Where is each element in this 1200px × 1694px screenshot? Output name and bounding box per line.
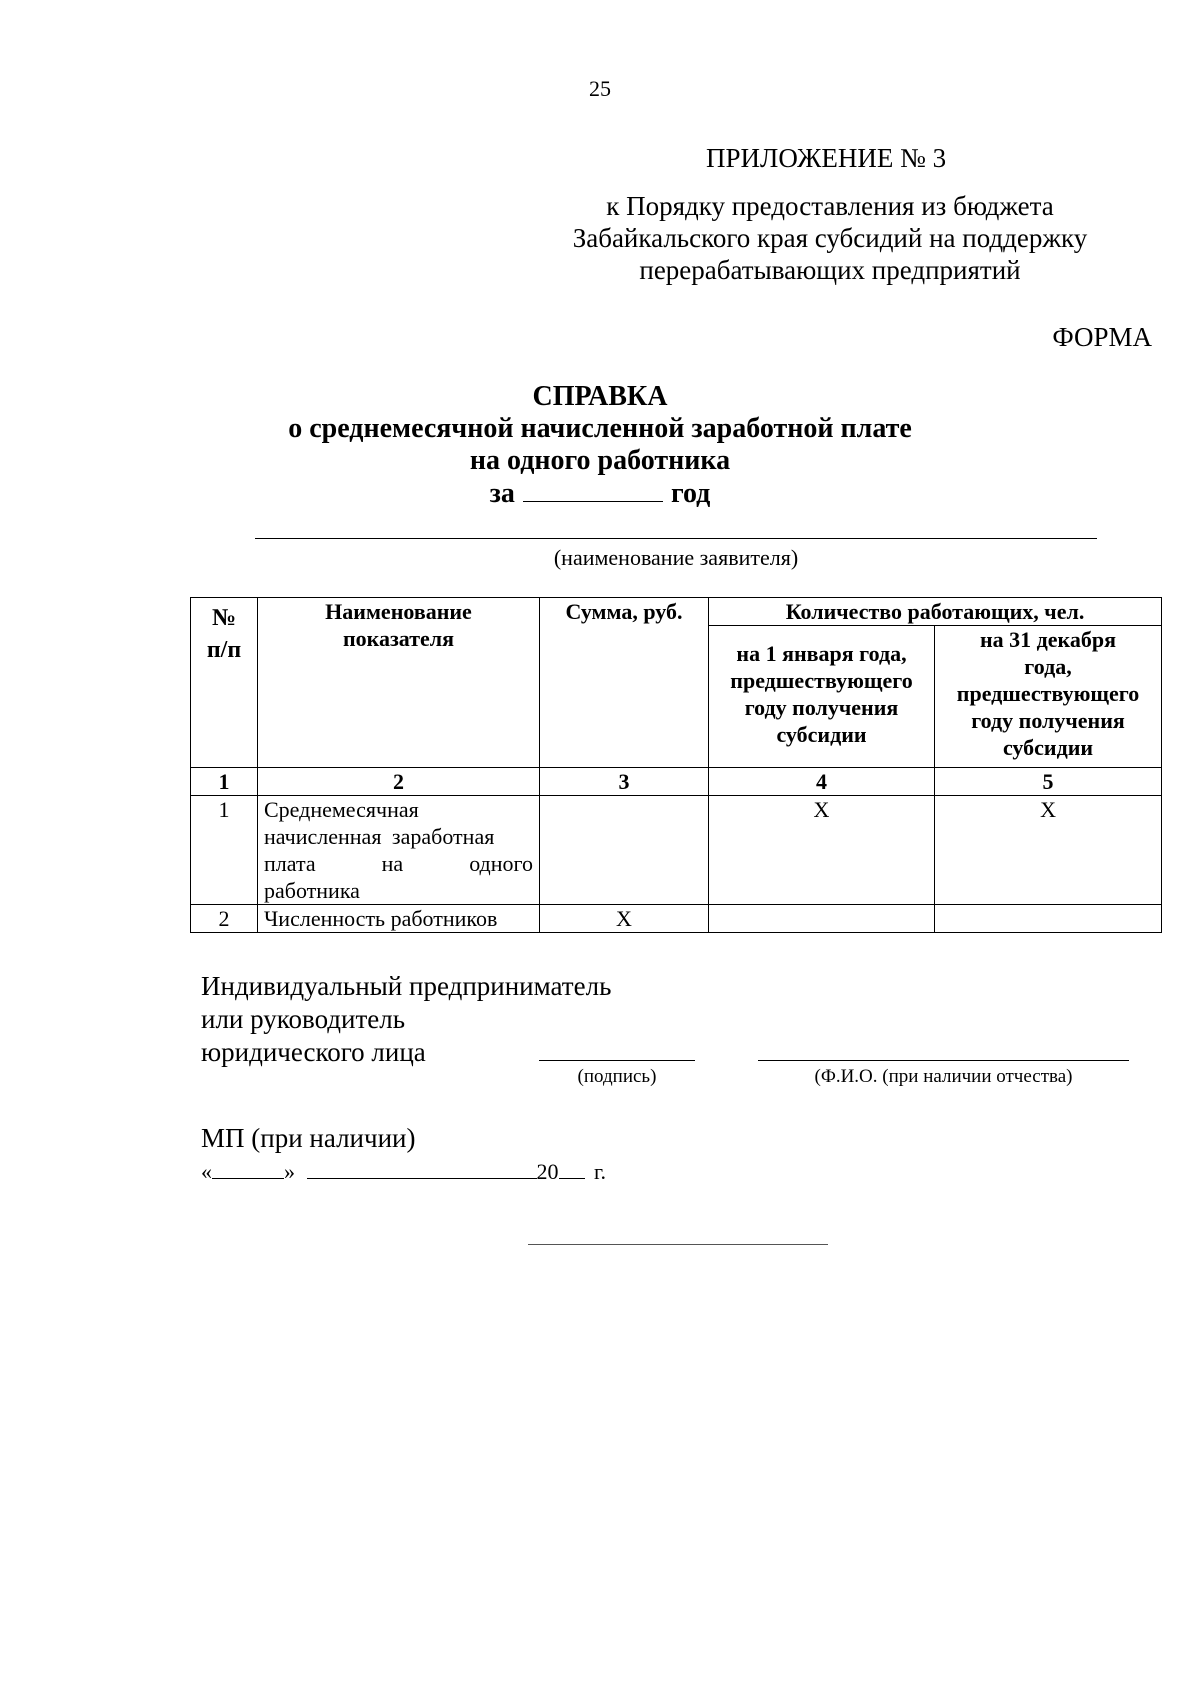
year-field[interactable] bbox=[559, 1158, 585, 1179]
column-number: 3 bbox=[540, 768, 709, 796]
header-num-line: п/п bbox=[206, 637, 242, 663]
header-jan-line: на 1 января года, bbox=[736, 641, 907, 666]
table-row bbox=[191, 796, 1162, 905]
date-line bbox=[201, 1158, 606, 1185]
close-quote: » bbox=[284, 1159, 295, 1184]
footer-divider bbox=[528, 1244, 828, 1245]
document-subtitle: о среднемесячной начисленной заработной плате bbox=[288, 413, 912, 444]
page-number: 25 bbox=[589, 76, 611, 101]
header-dec-line: на 31 декабря bbox=[979, 627, 1117, 652]
year-suffix: год bbox=[670, 478, 711, 509]
header-sum: Сумма, руб. bbox=[540, 598, 709, 768]
document-title-block bbox=[0, 381, 1200, 510]
indicator-line: Среднемесячная bbox=[264, 797, 419, 822]
header-dec-line: субсидии bbox=[1002, 735, 1094, 760]
row-indicator-name: Численность работников bbox=[258, 905, 540, 933]
appendix-ref-line: перерабатывающих предприятий bbox=[639, 255, 1021, 285]
stamp-label: МП (при наличии) bbox=[201, 1123, 416, 1153]
column-number: 4 bbox=[709, 768, 935, 796]
signer-line: юридического лица bbox=[201, 1037, 426, 1067]
justified-word: на bbox=[381, 851, 404, 876]
header-dec-line: предшествующего bbox=[956, 681, 1140, 706]
row-indicator-name bbox=[258, 796, 540, 905]
document-subtitle: на одного работника bbox=[469, 445, 731, 476]
header-dec-line: году получения bbox=[971, 708, 1125, 733]
year-line bbox=[0, 477, 1200, 510]
signer-line: Индивидуальный предприниматель bbox=[201, 971, 612, 1001]
header-name-line: показателя bbox=[342, 626, 455, 651]
row-number: 2 bbox=[191, 905, 258, 933]
column-numbers-row bbox=[191, 768, 1162, 796]
document-title: СПРАВКА bbox=[532, 381, 668, 412]
open-quote: « bbox=[201, 1159, 212, 1184]
header-workers: Количество работающих, чел. bbox=[709, 598, 1162, 626]
row-number: 1 bbox=[191, 796, 258, 905]
appendix-title: ПРИЛОЖЕНИЕ № 3 bbox=[706, 143, 947, 173]
row-sum-cell[interactable]: Х bbox=[540, 905, 709, 933]
header-name bbox=[258, 598, 540, 768]
header-name-line: Наименование bbox=[325, 599, 472, 624]
header-num-line: № bbox=[211, 605, 237, 631]
table-row bbox=[191, 905, 1162, 933]
row-dec-cell[interactable]: Х bbox=[935, 796, 1162, 905]
indicators-table bbox=[190, 597, 1162, 933]
indicator-line: работника bbox=[264, 878, 360, 903]
header-jan bbox=[709, 626, 935, 768]
year-prefix: за bbox=[489, 478, 515, 509]
year-blank-field[interactable] bbox=[523, 477, 663, 502]
applicant-name-field[interactable] bbox=[255, 538, 1097, 539]
applicant-caption: (наименование заявителя) bbox=[553, 545, 799, 570]
full-name-field[interactable] bbox=[758, 1060, 1129, 1061]
signature-field[interactable] bbox=[539, 1060, 695, 1061]
row-dec-cell[interactable] bbox=[935, 905, 1162, 933]
appendix-reference bbox=[540, 190, 1120, 286]
signer-block bbox=[201, 970, 611, 1069]
justified-word: одного bbox=[469, 851, 533, 876]
column-number: 1 bbox=[191, 768, 258, 796]
signature-caption: (подпись) bbox=[577, 1066, 657, 1087]
header-jan-line: субсидии bbox=[776, 722, 867, 747]
row-jan-cell[interactable]: Х bbox=[709, 796, 935, 905]
column-number: 5 bbox=[935, 768, 1162, 796]
header-dec bbox=[935, 626, 1162, 768]
justified-word: плата bbox=[264, 851, 316, 876]
table-header-row bbox=[191, 598, 1162, 626]
column-number: 2 bbox=[258, 768, 540, 796]
full-name-caption: (Ф.И.О. (при наличии отчества) bbox=[814, 1066, 1073, 1087]
header-jan-line: году получения bbox=[744, 695, 899, 720]
row-jan-cell[interactable] bbox=[709, 905, 935, 933]
row-sum-cell[interactable] bbox=[540, 796, 709, 905]
year-suffix-label: г. bbox=[594, 1159, 607, 1184]
century-label: 20 bbox=[536, 1159, 559, 1184]
indicator-line: начисленная заработная bbox=[264, 824, 495, 849]
appendix-ref-line: Забайкальского края субсидий на поддержку bbox=[572, 223, 1088, 253]
form-label: ФОРМА bbox=[1052, 322, 1152, 352]
indicator-line-justified bbox=[264, 850, 533, 877]
month-field[interactable] bbox=[307, 1158, 537, 1179]
appendix-ref-line: к Порядку предоставления из бюджета bbox=[606, 191, 1054, 221]
day-field[interactable] bbox=[212, 1158, 284, 1179]
header-jan-line: предшествующего bbox=[730, 668, 913, 693]
header-dec-line: года, bbox=[1024, 654, 1072, 679]
signer-line: или руководитель bbox=[201, 1004, 406, 1034]
header-num bbox=[191, 598, 258, 768]
